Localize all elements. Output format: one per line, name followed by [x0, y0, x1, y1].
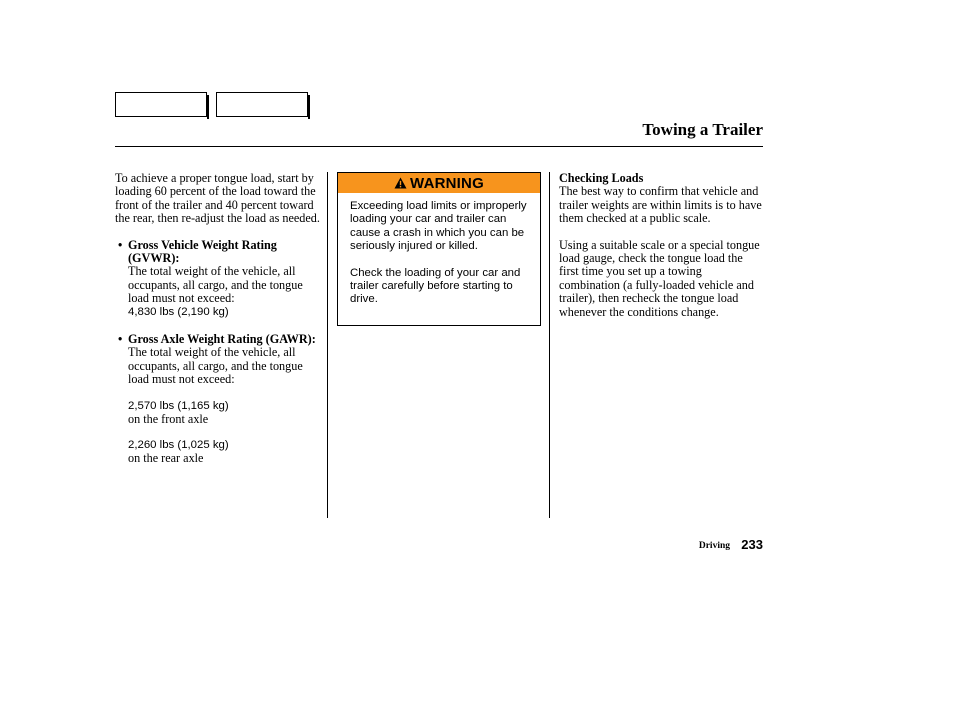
column-divider-2 [549, 172, 550, 518]
gawr-text: The total weight of the vehicle, all occupants, all cargo, and the tongue load must not exceed: [128, 345, 303, 387]
left-column [115, 172, 320, 465]
gawr-rear-label: on the rear axle [128, 450, 204, 465]
intro-paragraph: To achieve a proper tongue load, start by loading 60 percent of the load toward the front of the trailer and 40 percent toward the rear, then re-adjust the load as needed. [115, 171, 320, 226]
footer-section-label: Driving [698, 541, 730, 551]
header-rule [115, 146, 763, 147]
gawr-heading: • Gross Axle Weight Rating (GAWR): [115, 333, 320, 346]
warning-paragraph-2: Check the loading of your car and trailer carefully before starting to drive. [350, 266, 521, 306]
gawr-front-value: 2,570 lbs (1,165 kg) [128, 399, 229, 412]
gawr-rear-value: 2,260 lbs (1,025 kg) [128, 438, 229, 451]
page-number: 233 [741, 537, 763, 552]
checking-loads-heading: Checking Loads [559, 171, 644, 185]
right-column [559, 172, 764, 319]
nav-tab-box-1[interactable] [115, 92, 207, 117]
page-title: Towing a Trailer [642, 120, 763, 139]
gvwr-heading: • Gross Vehicle Weight Rating (GVWR): [115, 239, 320, 266]
column-divider-1 [327, 172, 328, 518]
gvwr-value: 4,830 lbs (2,190 kg) [128, 305, 229, 318]
warning-header [338, 173, 540, 193]
warning-box [337, 172, 541, 326]
gvwr-text: The total weight of the vehicle, all occupants, all cargo, and the tongue load must not exceed: [128, 264, 303, 306]
warning-body [338, 193, 540, 307]
checking-loads-paragraph-2: Using a suitable scale or a special tongue load gauge, check the tongue load the first time you set up a towing combination (a fully-loaded vehicle and trailer), then recheck the tongue load whenever the conditions change. [559, 237, 760, 319]
warning-label: WARNING [410, 174, 484, 192]
warning-paragraph-1: Exceeding load limits or improperly loading your car and trailer can cause a crash in which you can be seriously injured or killed. [350, 200, 527, 253]
checking-loads-paragraph-1: The best way to confirm that vehicle and trailer weights are within limits is to have them checked at a public scale. [559, 184, 762, 226]
nav-tab-box-2[interactable] [216, 92, 308, 117]
gawr-front-label: on the front axle [128, 412, 209, 427]
warning-triangle-icon [394, 177, 407, 189]
